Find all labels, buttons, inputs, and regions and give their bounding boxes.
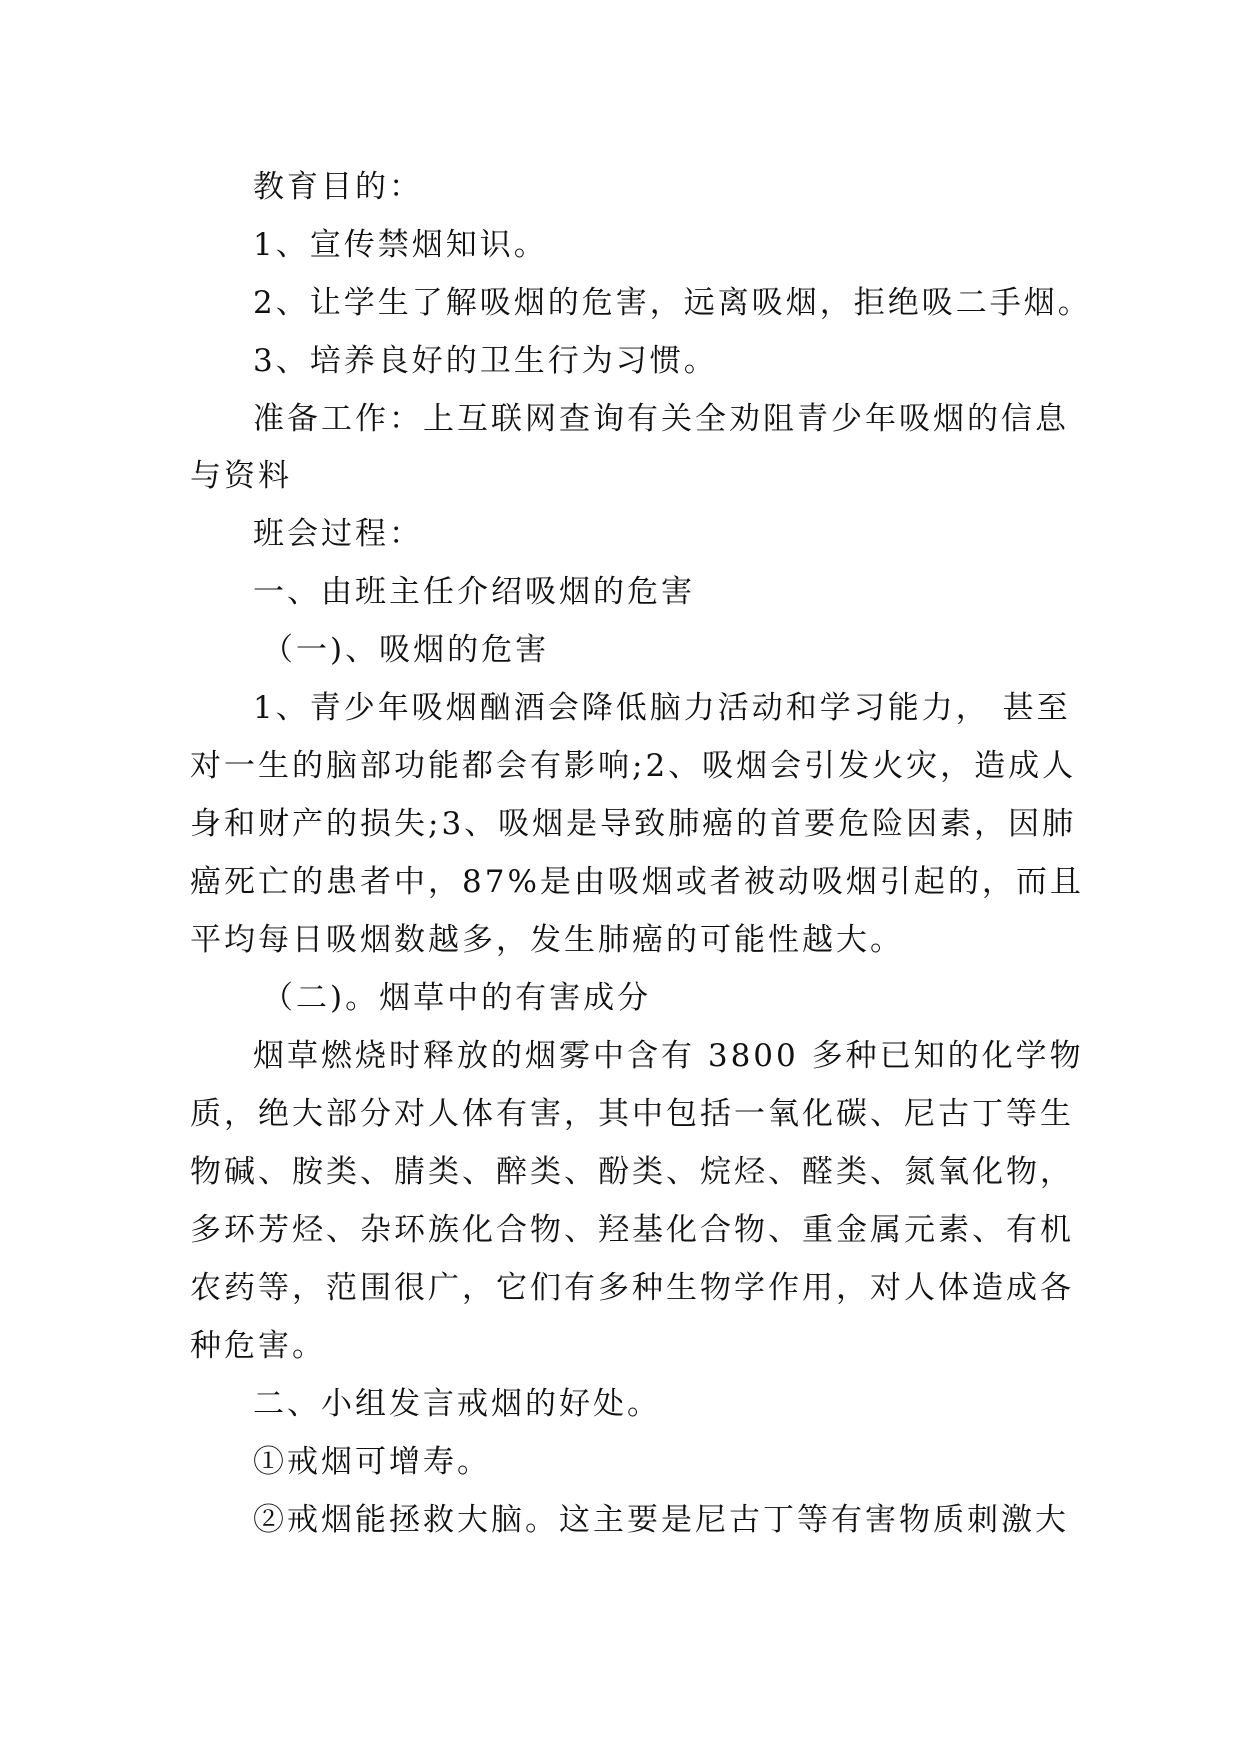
goal-item-3: 3、培养良好的卫生行为习惯。 — [253, 343, 718, 379]
paragraph-harm-line-2: 对一生的脑部功能都会有影响;2、吸烟会引发火灾，造成人 — [190, 748, 1077, 784]
paragraph-components-line-1: 烟草燃烧时释放的烟雾中含有 3800 多种已知的化学物 — [253, 1038, 1084, 1074]
preparation-line-2: 与资料 — [190, 458, 292, 494]
paragraph-harm-line-1: 1、青少年吸烟酗酒会降低脑力活动和学习能力， 甚至 — [253, 690, 1071, 726]
paragraph-components-line-5: 农药等，范围很广，它们有多种生物学作用，对人体造成各 — [190, 1270, 1074, 1306]
paragraph-harm-line-4: 癌死亡的患者中，87%是由吸烟或者被动吸烟引起的，而且 — [190, 864, 1084, 900]
goal-item-2: 2、让学生了解吸烟的危害，远离吸烟，拒绝吸二手烟。 — [253, 285, 1092, 321]
paragraph-components-line-6: 种危害。 — [190, 1328, 326, 1364]
section-1-heading: 一、由班主任介绍吸烟的危害 — [253, 574, 695, 610]
paragraph-harm-line-3: 身和财产的损失;3、吸烟是导致肺癌的首要危险因素，因肺 — [190, 806, 1077, 842]
benefit-item-2: ②戒烟能拯救大脑。这主要是尼古丁等有害物质刺激大 — [253, 1502, 1069, 1538]
paragraph-components-line-4: 多环芳烃、杂环族化合物、羟基化合物、重金属元素、有机 — [190, 1212, 1074, 1248]
preparation-line-1: 准备工作：上互联网查询有关全劝阻青少年吸烟的信息 — [253, 401, 1069, 437]
paragraph-components-line-2: 质，绝大部分对人体有害，其中包括一氧化碳、尼古丁等生 — [190, 1096, 1074, 1132]
subsection-2-heading: （二)。烟草中的有害成分 — [262, 980, 652, 1016]
goal-item-1: 1、宣传禁烟知识。 — [253, 227, 548, 263]
subsection-1-heading: （一)、吸烟的危害 — [262, 632, 550, 668]
paragraph-components-line-3: 物碱、胺类、腈类、醉类、酚类、烷烃、醛类、氮氧化物， — [190, 1154, 1074, 1190]
heading-education-goal: 教育目的： — [253, 169, 423, 205]
section-2-heading: 二、小组发言戒烟的好处。 — [253, 1386, 661, 1422]
paragraph-harm-line-5: 平均每日吸烟数越多，发生肺癌的可能性越大。 — [190, 922, 904, 958]
benefit-item-1: ①戒烟可增寿。 — [253, 1444, 491, 1480]
heading-meeting-process: 班会过程： — [253, 516, 423, 552]
